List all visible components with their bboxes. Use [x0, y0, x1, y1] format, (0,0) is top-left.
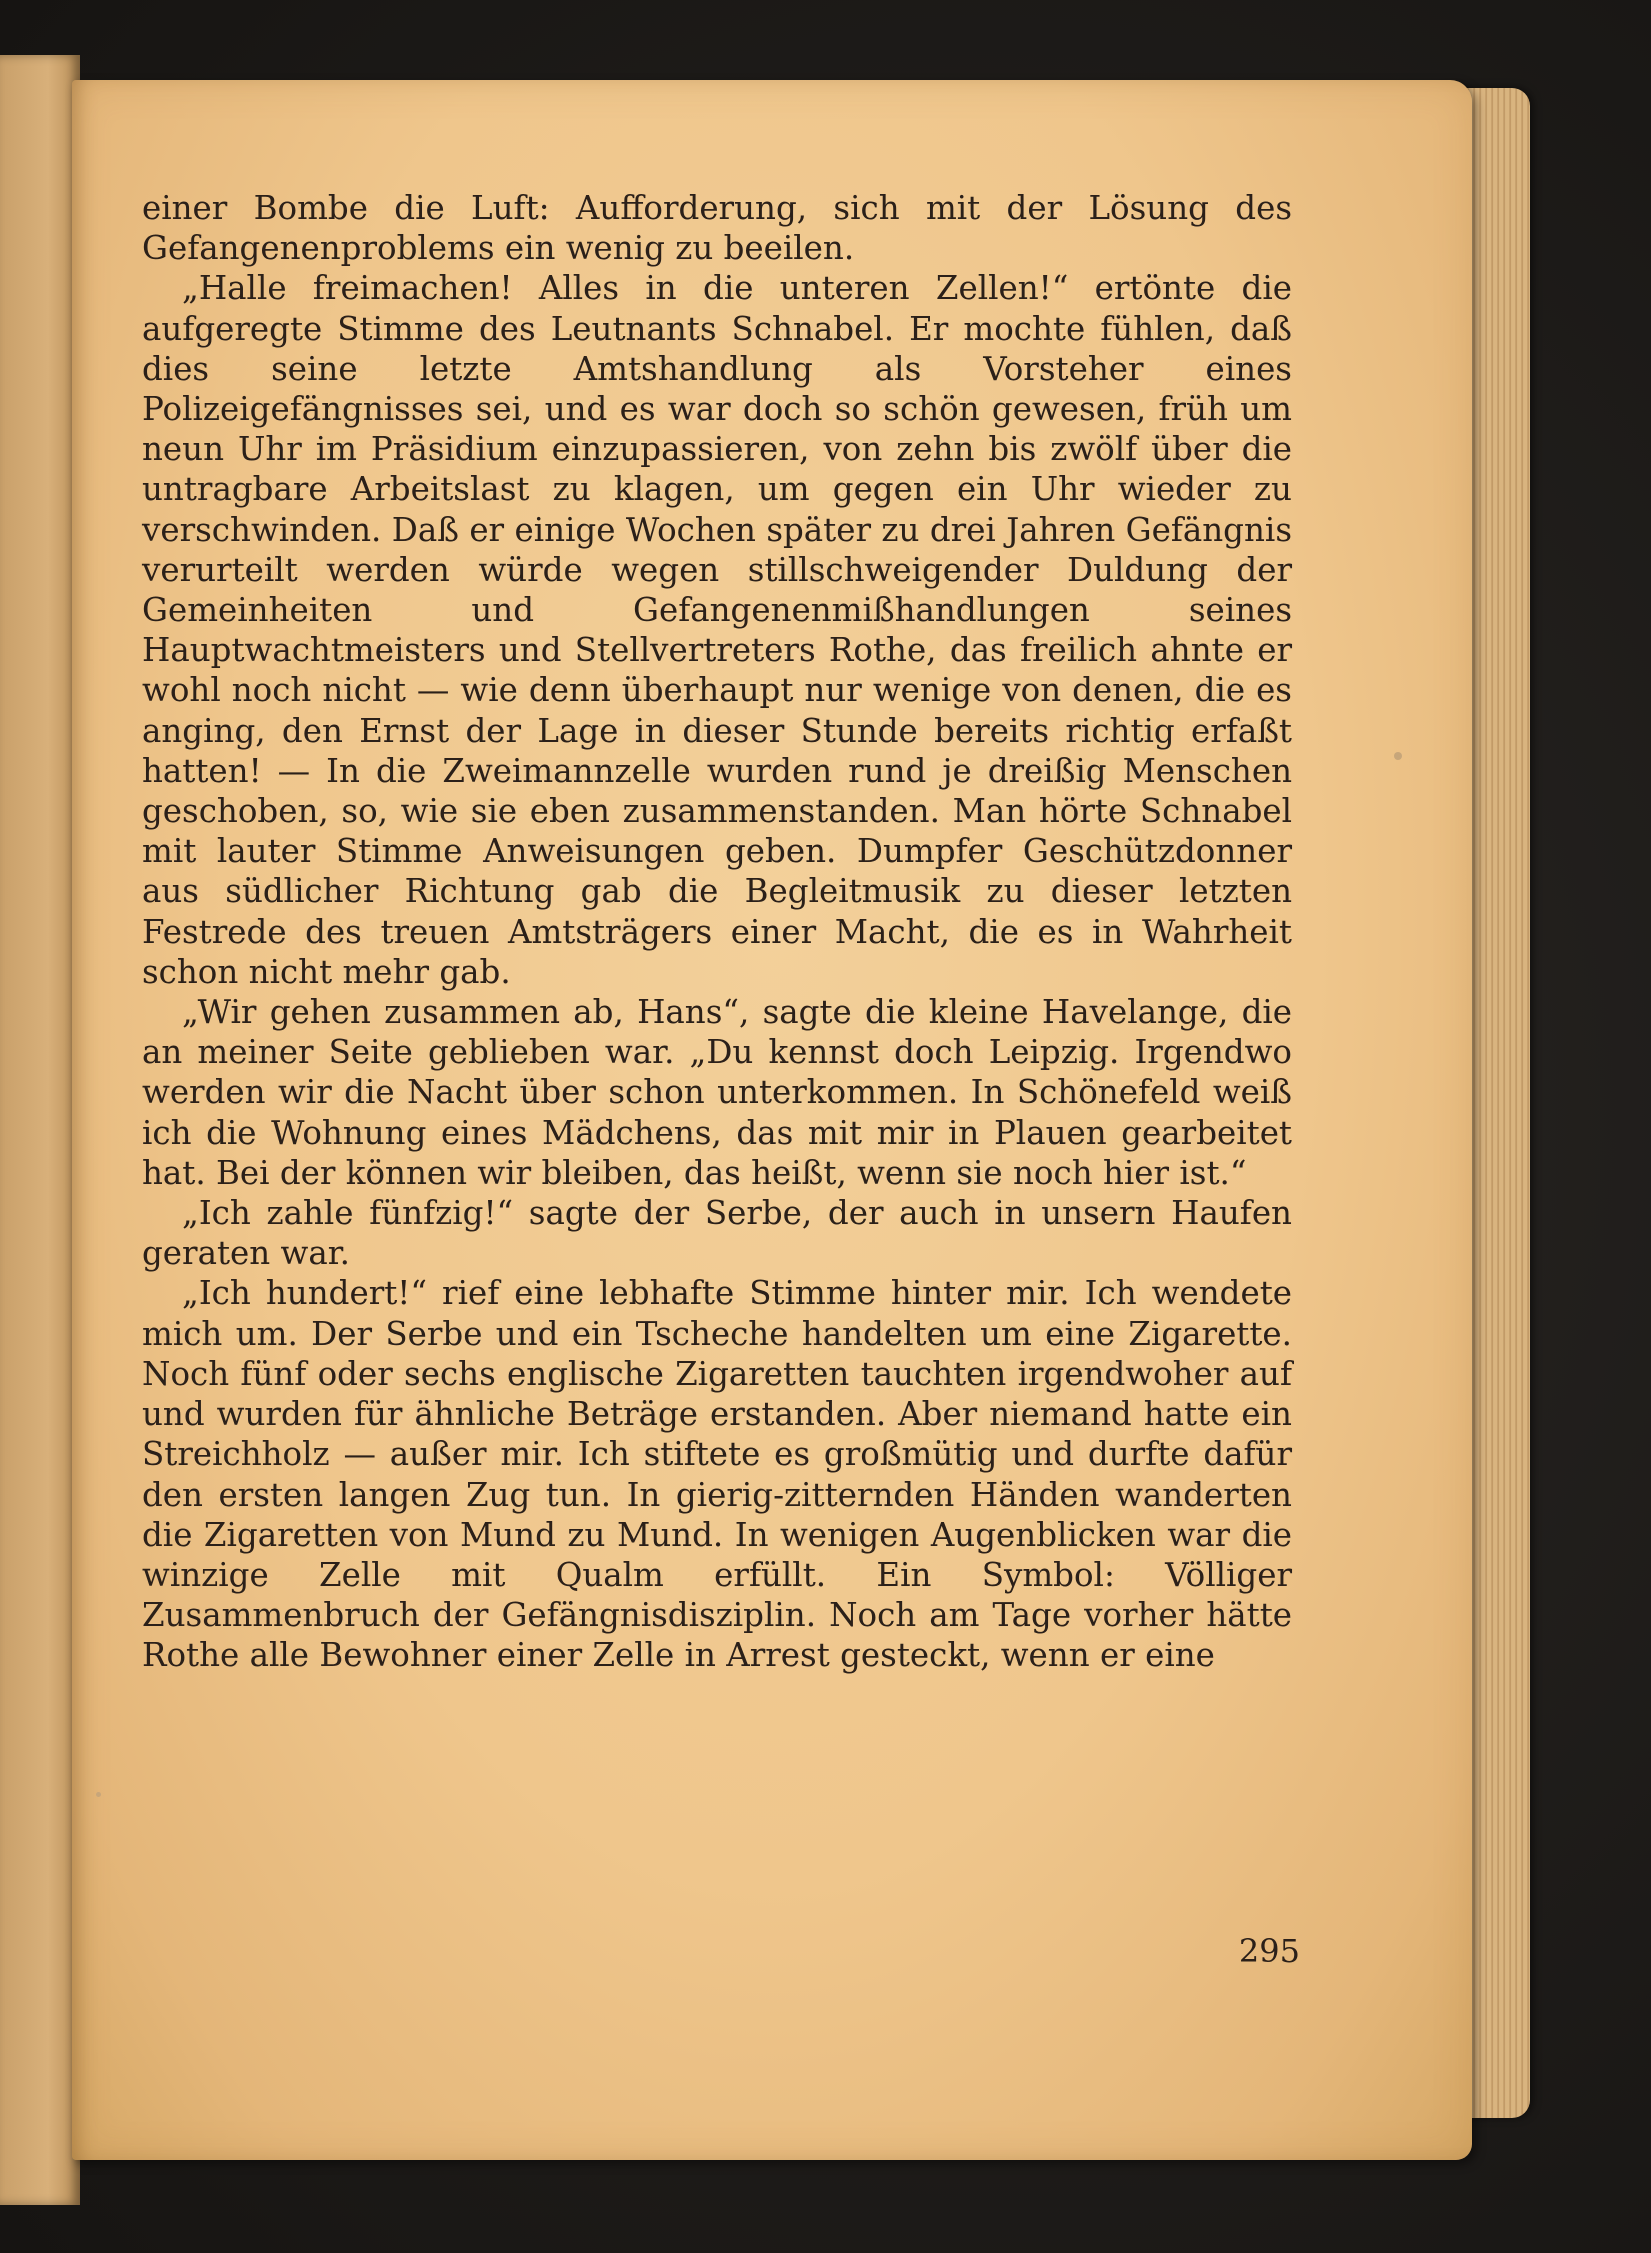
paragraph-2: „Halle freimachen! Alles in die unteren Zellen!“ ertönte die aufgeregte Stimme des Leutnants Schnabel. Er mochte fühlen, daß dies seine letzte Amtshandlung als Vorsteher eines Polizeigefängnisses sei, und es war doch so schön gewesen, früh um neun Uhr im Präsidium einzupassieren, von zehn bis zwölf über die untragbare Arbeitslast zu klagen, um gegen ein Uhr wieder zu verschwinden. Daß er einige Wochen später zu drei Jahren Gefängnis verurteilt werden würde wegen stillschweigender Duldung der Gemeinheiten und Gefangenenmißhandlungen seines Hauptwachtmeisters und Stellvertreters Rothe, das freilich ahnte er wohl noch nicht — wie denn überhaupt nur wenige von denen, die es anging, den Ernst der Lage in dieser Stunde bereits richtig erfaßt hatten! — In die Zweimannzelle wurden rund je dreißig Menschen geschoben, so, wie sie eben zusammenstanden. Man hörte Schnabel mit lauter Stimme Anweisungen geben. Dumpfer Geschützdonner aus südlicher Richtung gab die Begleitmusik zu dieser letzten Festrede des treuen Amtsträgers einer Macht, die es in Wahrheit schon nicht mehr gab. — [142, 269, 1292, 991]
paper-speck — [1394, 752, 1402, 760]
facing-page-edge — [0, 55, 80, 2205]
paragraph-5: „Ich hundert!“ rief eine lebhafte Stimme hinter mir. Ich wendete mich um. Der Serbe und ein Tscheche handelten um eine Zigarette. Noch fünf oder sechs englische Zigaretten tauchten irgendwoher auf und wurden für ähnliche Beträge erstanden. Aber niemand hatte ein Streichholz — außer mir. Ich stiftete es großmütig und durfte dafür den ersten langen Zug tun. In gierig-zitternden Händen wanderten die Zigaretten von Mund zu Mund. In wenigen Augenblicken war die winzige Zelle mit Qualm erfüllt. Ein Symbol: Völliger Zusammenbruch der Gefängnisdisziplin. Noch am Tage vorher hätte Rothe alle Bewohner einer Zelle in Arrest gesteckt, wenn er eine — [142, 1274, 1292, 1675]
paper-speck — [96, 1792, 101, 1797]
paragraph-4: „Ich zahle fünfzig!“ sagte der Serbe, der auch in unsern Haufen geraten war. — [142, 1194, 1292, 1273]
paragraph-1: einer Bombe die Luft: Aufforderung, sich mit der Lösung des Gefangenenproblems ein wenig zu beeilen. — [142, 189, 1292, 268]
page-number: 295 — [1238, 1932, 1300, 1970]
paragraph-3: „Wir gehen zusammen ab, Hans“, sagte die kleine Havelange, die an meiner Seite geblieben war. „Du kennst doch Leipzig. Irgendwo werden wir die Nacht über schon unterkommen. In Schönefeld weiß ich die Wohnung eines Mädchens, das mit mir in Plauen gearbeitet hat. Bei der können wir bleiben, das heißt, wenn sie noch hier ist.“ — [142, 993, 1292, 1192]
body-text — [142, 188, 1292, 1676]
